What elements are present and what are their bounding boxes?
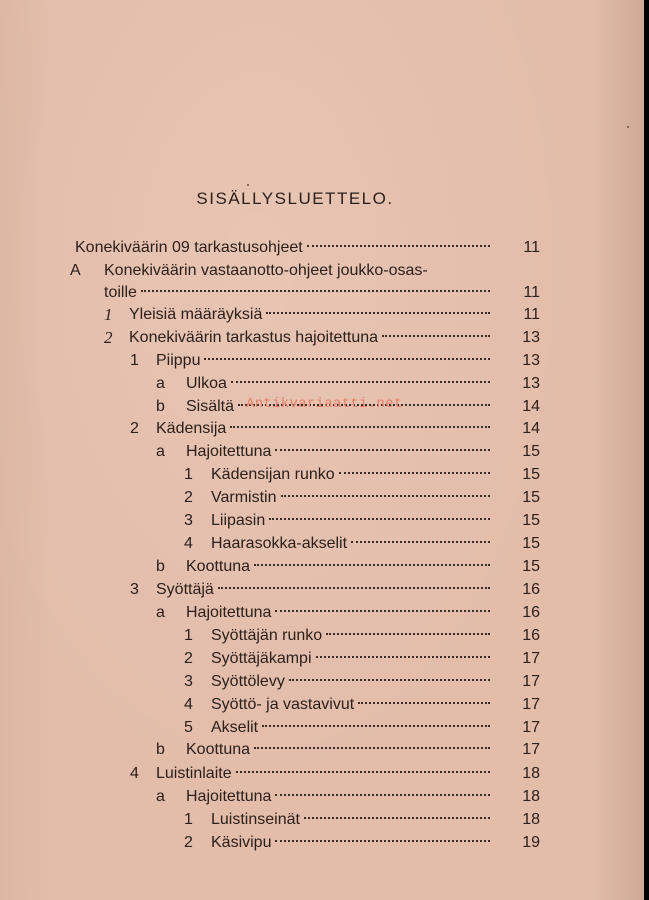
toc-row-page-number: 17 (522, 650, 540, 667)
toc-row-label: Konekiväärin vastaanotto-ohjeet joukko-osas- (104, 262, 428, 279)
toc-row-page-number: 15 (522, 558, 540, 575)
toc-row-entry (156, 417, 494, 440)
toc-row (0, 486, 644, 509)
toc-row-label: Luistinlaite (156, 765, 232, 782)
toc-row-marker: b (156, 741, 165, 758)
toc-row (0, 670, 644, 693)
toc-row (0, 555, 644, 578)
toc-row-page-number: 14 (522, 398, 540, 415)
toc-row-label: Syöttölevy (211, 673, 285, 690)
toc-row-label: Käsivipu (211, 834, 272, 851)
toc-row-marker: 2 (184, 489, 193, 506)
toc-row-label: Ulkoa (186, 375, 227, 392)
toc-row-page-number: 11 (523, 306, 540, 323)
dot-leader (275, 840, 490, 842)
toc-row (0, 509, 644, 532)
toc-row-entry (156, 349, 494, 372)
toc-row (0, 624, 644, 647)
toc-row (0, 831, 644, 854)
dot-leader (275, 449, 490, 451)
toc-row-entry (75, 236, 494, 259)
toc-row-page-number: 18 (522, 765, 540, 782)
dot-leader (141, 290, 490, 292)
toc-row-page-number: 13 (522, 352, 540, 369)
dot-leader (275, 794, 490, 796)
toc-heading: SISÄLLYSLUETTELO. (196, 189, 394, 208)
dot-leader (204, 358, 490, 360)
toc-row-marker: 2 (184, 834, 193, 851)
toc-row-label: Yleisiä määräyksiä (129, 306, 263, 323)
toc-row-page-number: 11 (523, 284, 540, 301)
paper-speck (627, 126, 629, 128)
toc-row-entry (186, 372, 494, 395)
toc-row-marker: a (156, 443, 165, 460)
dot-leader (281, 495, 491, 497)
dot-leader (269, 518, 490, 520)
toc-row-label: Haarasokka-akselit (211, 535, 348, 552)
toc-row-marker: 1 (184, 811, 193, 828)
toc-row-entry (211, 647, 494, 670)
toc-row-entry (186, 440, 494, 463)
toc-row-label: Syöttäjän runko (211, 627, 323, 644)
toc-row-page-number: 15 (522, 489, 540, 506)
dot-leader (275, 610, 490, 612)
toc-row-marker: A (70, 262, 81, 279)
toc-row-entry (186, 555, 494, 578)
toc-row-label: Sisältä (186, 398, 235, 415)
toc-row-marker: a (156, 604, 165, 621)
toc-row-page-number: 18 (522, 811, 540, 828)
toc-row-marker: 1 (130, 352, 139, 369)
dot-leader (316, 656, 491, 658)
toc-row-label: Akselit (211, 719, 259, 736)
dot-leader (382, 335, 490, 337)
dot-leader (339, 472, 490, 474)
toc-row (0, 326, 644, 349)
toc-row-marker: 2 (130, 420, 139, 437)
dot-leader (231, 381, 490, 383)
toc-row-marker: 3 (184, 512, 193, 529)
toc-row-entry (104, 259, 504, 282)
toc-row (0, 440, 644, 463)
toc-row-marker: b (156, 398, 165, 415)
toc-row (0, 236, 644, 259)
toc-row-entry (186, 785, 494, 808)
dot-leader (262, 725, 490, 727)
toc-row-marker: 2 (104, 328, 113, 347)
dot-leader (218, 587, 490, 589)
toc-row-page-number: 16 (522, 581, 540, 598)
toc-row-entry (104, 281, 494, 304)
toc-row-label: Piippu (156, 352, 201, 369)
dot-leader (358, 702, 490, 704)
toc-row (0, 785, 644, 808)
toc-row (0, 808, 644, 831)
toc-row (0, 647, 644, 670)
toc-row-entry (156, 762, 494, 785)
toc-row-entry (186, 738, 494, 761)
toc-row-page-number: 15 (522, 535, 540, 552)
toc-row-label: Konekiväärin tarkastus hajoitettuna (129, 329, 379, 346)
toc-row (0, 738, 644, 761)
toc-row-marker: 3 (184, 673, 193, 690)
dot-leader (289, 679, 490, 681)
toc-row (0, 532, 644, 555)
toc-row-marker: b (156, 558, 165, 575)
toc-row-label: Hajoitettuna (186, 604, 272, 621)
toc-row-marker: 1 (184, 466, 193, 483)
toc-row-label: Hajoitettuna (186, 443, 272, 460)
dot-leader (236, 771, 490, 773)
toc-row (0, 303, 644, 326)
toc-row-label: Luistinseinät (211, 811, 300, 828)
toc-row-marker: a (156, 788, 165, 805)
toc-row (0, 693, 644, 716)
toc-row-page-number: 16 (522, 604, 540, 621)
toc-row (0, 281, 644, 304)
dot-leader (266, 312, 490, 314)
toc-row (0, 417, 644, 440)
toc-row-page-number: 14 (522, 420, 540, 437)
toc-row (0, 259, 644, 282)
toc-row-marker: 4 (130, 765, 139, 782)
toc-row-entry (211, 624, 494, 647)
dot-leader (307, 245, 490, 247)
toc-row-entry (211, 463, 494, 486)
toc-row-marker: 5 (184, 719, 193, 736)
toc-row-page-number: 18 (522, 788, 540, 805)
toc-row-entry (186, 601, 494, 624)
toc-row (0, 349, 644, 372)
dot-leader (304, 817, 490, 819)
toc-row-page-number: 15 (522, 512, 540, 529)
toc-row-label: Hajoitettuna (186, 788, 272, 805)
toc-row-label: toille (104, 284, 137, 301)
dot-leader (230, 426, 490, 428)
toc-row-label: Varmistin (211, 489, 277, 506)
toc-row-entry (211, 808, 494, 831)
toc-row-entry (211, 486, 494, 509)
toc-row-marker: 1 (104, 305, 113, 324)
dot-leader (326, 633, 490, 635)
toc-row (0, 762, 644, 785)
toc-row-page-number: 17 (522, 673, 540, 690)
dot-leader (254, 564, 490, 566)
toc-row-page-number: 13 (522, 375, 540, 392)
toc-row-marker: 3 (130, 581, 139, 598)
toc-row-marker: 4 (184, 696, 193, 713)
toc-row-entry (211, 509, 494, 532)
paper-speck (247, 184, 249, 186)
toc-row-entry (211, 670, 494, 693)
toc-row-page-number: 13 (522, 329, 540, 346)
toc-row-entry (156, 578, 494, 601)
toc-row-entry (211, 716, 494, 739)
toc-row (0, 578, 644, 601)
dot-leader (351, 541, 490, 543)
toc-row (0, 463, 644, 486)
toc-row-page-number: 19 (522, 834, 540, 851)
toc-row-marker: 2 (184, 650, 193, 667)
toc-row-label: Kädensijan runko (211, 466, 335, 483)
toc-row-label: Syöttö- ja vastavivut (211, 696, 355, 713)
toc-row-entry (129, 303, 494, 326)
toc-row-page-number: 16 (522, 627, 540, 644)
dot-leader (254, 747, 490, 749)
toc-row-marker: a (156, 375, 165, 392)
toc-row-page-number: 11 (523, 239, 540, 256)
toc-row-entry (211, 693, 494, 716)
toc-row-label: Syöttäjä (156, 581, 214, 598)
toc-row-page-number: 15 (522, 466, 540, 483)
toc-row (0, 716, 644, 739)
toc-row-entry (129, 326, 494, 349)
toc-row-entry (211, 532, 494, 555)
toc-row-page-number: 17 (522, 741, 540, 758)
toc-row-page-number: 17 (522, 696, 540, 713)
toc-row-marker: 1 (184, 627, 193, 644)
toc-row-label: Liipasin (211, 512, 266, 529)
toc-row-page-number: 17 (522, 719, 540, 736)
watermark-text: Antikvariaatti.net (246, 396, 403, 412)
toc-row-entry (211, 831, 494, 854)
toc-row-label: Kädensija (156, 420, 227, 437)
toc-row-label: Koottuna (186, 558, 251, 575)
toc-row-label: Konekiväärin 09 tarkastusohjeet (75, 239, 303, 256)
toc-row-label: Koottuna (186, 741, 251, 758)
toc-row-page-number: 15 (522, 443, 540, 460)
toc-row (0, 372, 644, 395)
toc-row (0, 601, 644, 624)
toc-row-label: Syöttäjäkampi (211, 650, 312, 667)
toc-row-marker: 4 (184, 535, 193, 552)
